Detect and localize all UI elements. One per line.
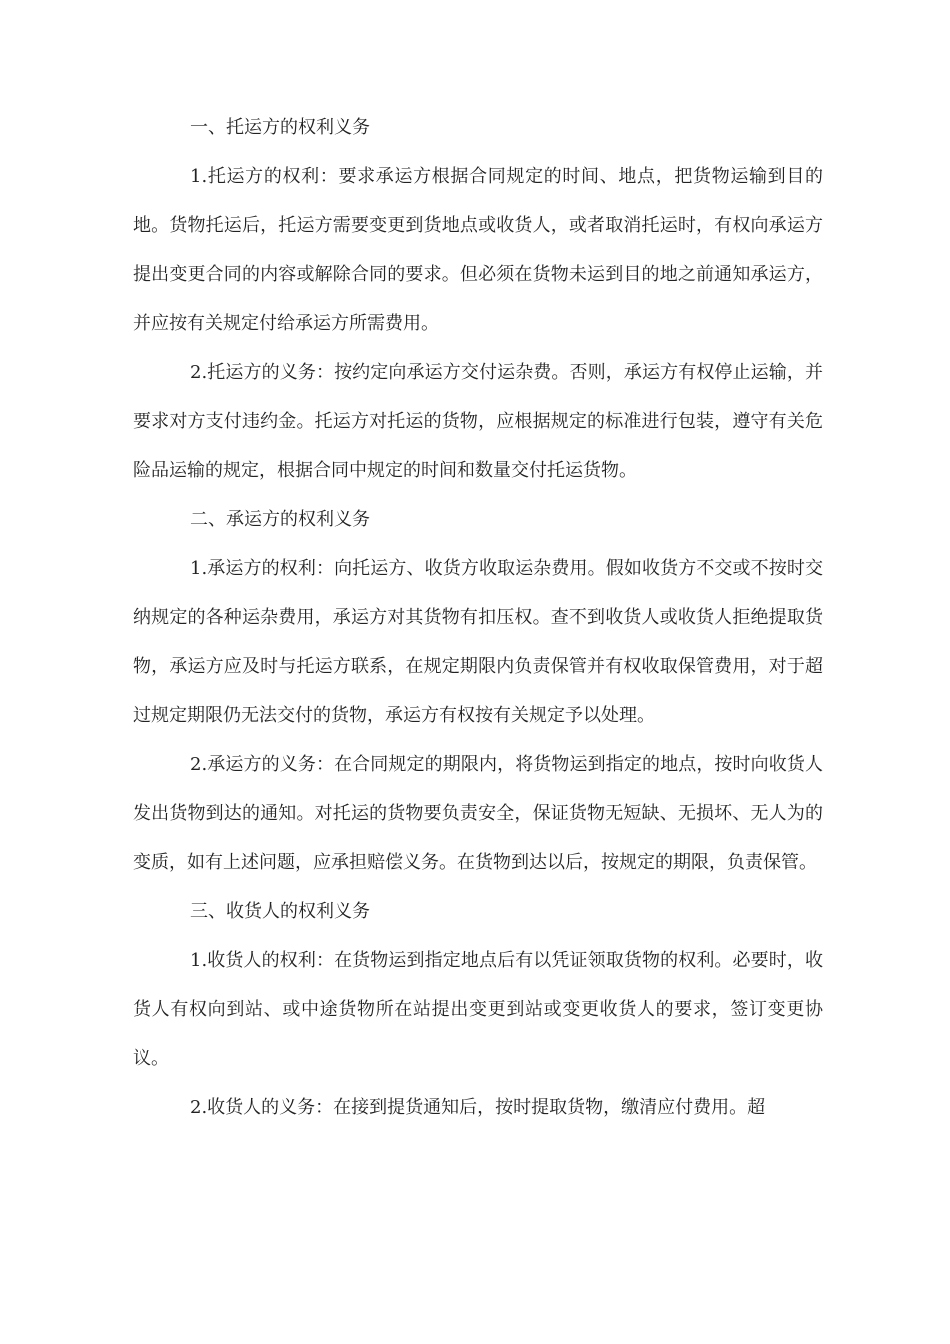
paragraph: 1.收货人的权利：在货物运到指定地点后有以凭证领取货物的权利。必要时，收货人有权向到站、或中途货物所在站提出变更到站或变更收货人的要求，签订变更协议。 bbox=[133, 950, 823, 1069]
paragraph: 2.托运方的义务：按约定向承运方交付运杂费。否则，承运方有权停止运输，并要求对方支付违约金。托运方对托运的货物，应根据规定的标准进行包装，遵守有关危险品运输的规定，根据合同中规定的时间和数量交付托运货物。 bbox=[133, 362, 823, 481]
section-heading: 一、托运方的权利义务 bbox=[190, 117, 370, 138]
paragraph: 1.托运方的权利：要求承运方根据合同规定的时间、地点，把货物运输到目的地。货物托运后，托运方需要变更到货地点或收货人，或者取消托运时，有权向承运方提出变更合同的内容或解除合同的要求。但必须在货物未运到目的地之前通知承运方，并应按有关规定付给承运方所需费用。 bbox=[133, 166, 823, 334]
document-body bbox=[133, 103, 823, 1132]
section-carrier bbox=[133, 495, 823, 887]
section-heading: 三、收货人的权利义务 bbox=[190, 901, 370, 922]
section-shipper bbox=[133, 103, 823, 495]
paragraph: 1.承运方的权利：向托运方、收货方收取运杂费用。假如收货方不交或不按时交纳规定的各种运杂费用，承运方对其货物有扣压权。查不到收货人或收货人拒绝提取货物，承运方应及时与托运方联系，在规定期限内负责保管并有权收取保管费用，对于超过规定期限仍无法交付的货物，承运方有权按有关规定予以处理。 bbox=[133, 558, 823, 726]
section-consignee bbox=[133, 887, 823, 1132]
paragraph: 2.承运方的义务：在合同规定的期限内，将货物运到指定的地点，按时向收货人发出货物到达的通知。对托运的货物要负责安全，保证货物无短缺、无损坏、无人为的变质，如有上述问题，应承担赔偿义务。在货物到达以后，按规定的期限，负责保管。 bbox=[133, 754, 823, 873]
section-heading: 二、承运方的权利义务 bbox=[190, 509, 370, 530]
paragraph: 2.收货人的义务：在接到提货通知后，按时提取货物，缴清应付费用。超 bbox=[190, 1097, 766, 1118]
